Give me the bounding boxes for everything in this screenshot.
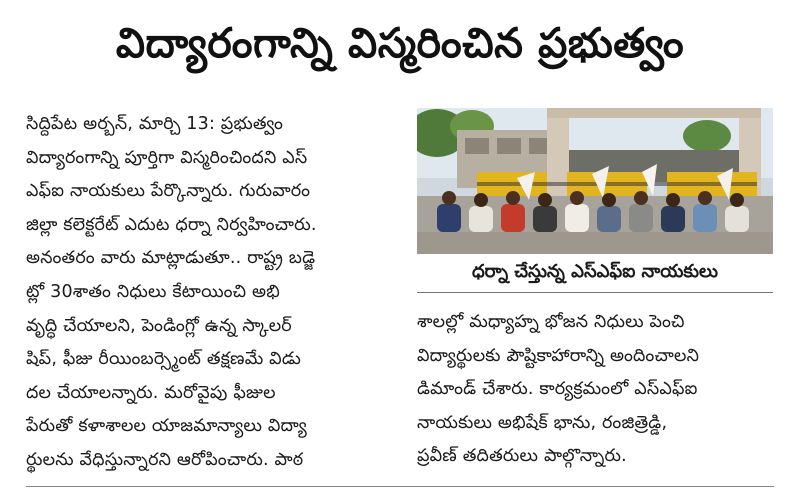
body-text-line: ఎఫ్ఐ నాయకులు పేర్కొన్నారు. గురువారం: [26, 181, 311, 202]
body-text-line: డిమాండ్ చేశారు. కార్యక్రమంలో ఎస్ఎఫ్ఐ: [417, 379, 698, 400]
article-right-column: [417, 306, 773, 474]
body-text-line: ర్థులను వేధిస్తున్నారని ఆరోపించారు. పాఠ: [26, 449, 304, 470]
photo-caption: ధర్నా చేస్తున్న ఎస్ఎఫ్ఐ నాయకులు: [471, 261, 719, 282]
protest-photo: [417, 108, 773, 254]
body-text-line: ట్లో 30శాతం నిధులు కేటాయించి అభి: [26, 281, 280, 302]
body-text-line: విద్యారంగాన్ని పూర్తిగా విస్మరించిందని ఎస్: [26, 147, 308, 168]
body-text-line: విద్యార్థులకు పౌష్టికాహారాన్ని అందించాలని: [417, 345, 700, 366]
body-text-line: శాలల్లో మధ్యాహ్న భోజన నిధులు పెంచి: [417, 312, 685, 332]
body-text-line: దల చేయాలన్నారు. మరోవైపు ఫీజుల: [26, 382, 276, 403]
article-left-column: [26, 108, 404, 478]
body-text-line: వృద్ధి చేయాలని, పెండింగ్లో ఉన్న స్కాలర్: [26, 315, 292, 336]
body-text-line: నాయకులు అభిషేక్ భాను, రంజిత్రెడ్డి,: [417, 412, 668, 433]
headline: విద్యారంగాన్ని విస్మరించిన ప్రభుత్వం: [115, 19, 685, 67]
body-text-line: జిల్లా కలెక్టరేట్ ఎదుట ధర్నా నిర్వహించారు.: [26, 214, 317, 235]
body-text-line: షిప్, ఫీజు రీయింబర్స్మెంట్ తక్షణమే విడు: [26, 349, 302, 370]
body-text-line: సిద్దిపేట అర్బన్, మార్చి 13: ప్రభుత్వం: [26, 114, 284, 134]
bottom-divider: [26, 486, 774, 487]
body-text-line: అనంతరం వారు మాట్లాడుతూ.. రాష్ట్ర బడ్జె: [26, 248, 316, 269]
body-text-line: పేరుతో కళాశాలల యాజమాన్యాలు విద్యా: [26, 416, 307, 437]
caption-divider: [417, 292, 773, 293]
body-text-line: ప్రవీణ్ తదితరులు పాల్గొన్నారు.: [417, 446, 627, 467]
